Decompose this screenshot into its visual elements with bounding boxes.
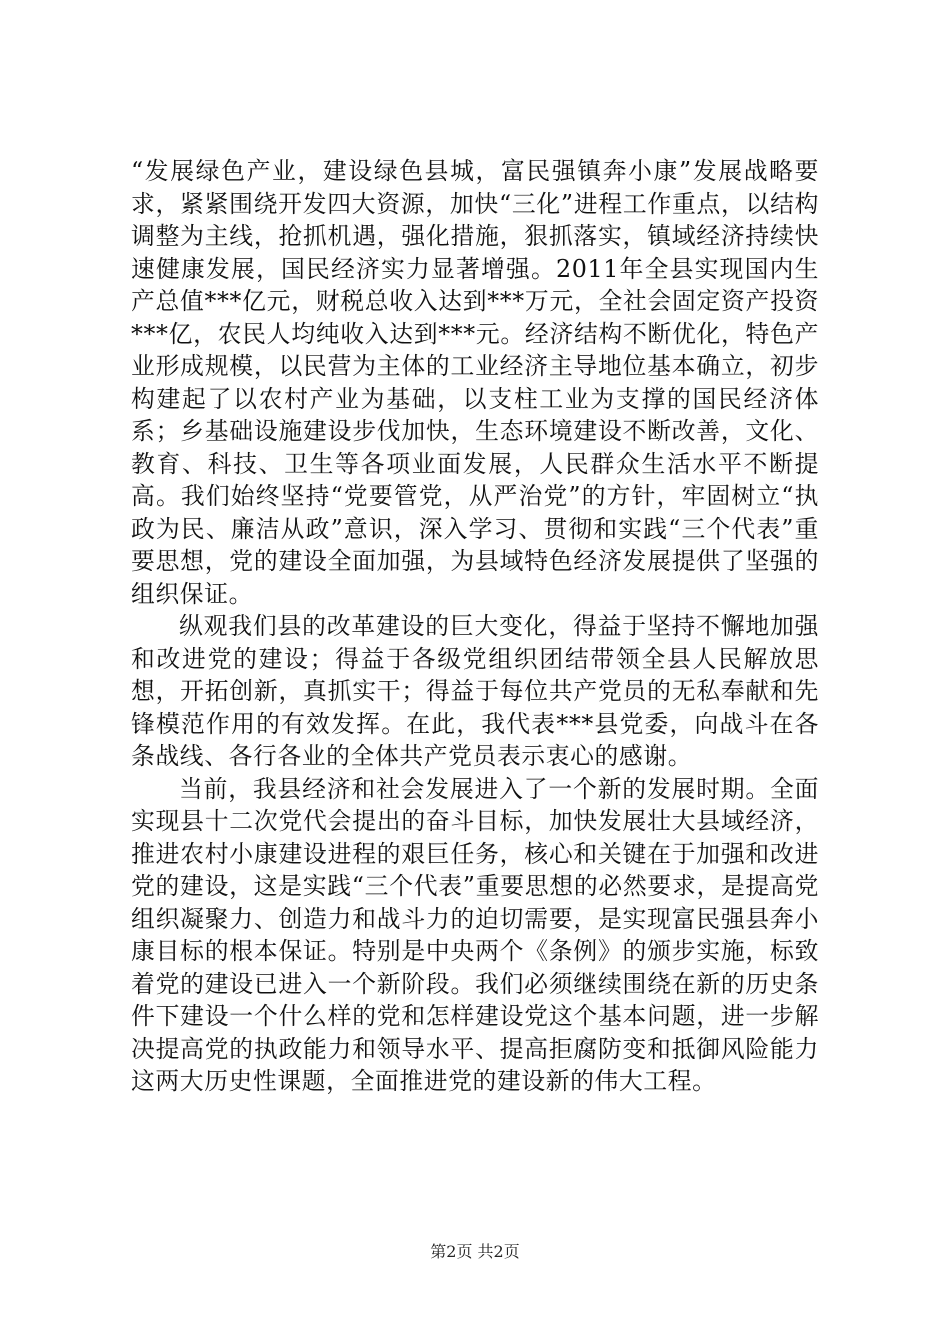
paragraph-1: “发展绿色产业，建设绿色县城，富民强镇奔小康”发展战略要求，紧紧围绕开发四大资源，加快“三化”进程工作重点，以结构调整为主线，抢抓机遇，强化措施，狠抓落实，镇域经济持续快速健康发展，国民经济实力显著增强。2011年全县实现国内生产总值***亿元，财税总收入达到***万元，全社会固定资产投资***亿，农民人均纯收入达到***元。经济结构不断优化，特色产业形成规模，以民营为主体的工业经济主导地位基本确立，初步构建起了以农村产业为基础，以支柱工业为支撑的国民经济体系；乡基础设施建设步伐加快，生态环境建设不断改善，文化、教育、科技、卫生等各项业面发展，人民群众生活水平不断提高。我们始终坚持“党要管党，从严治党”的方针，牢固树立“执政为民、廉洁从政”意识，深入学习、贯彻和实践“三个代表”重要思想，党的建设全面加强，为县域特色经济发展提供了坚强的组织保证。 (131, 157, 819, 608)
document-body (131, 155, 819, 1098)
paragraph-2: 纵观我们县的改革建设的巨大变化，得益于坚持不懈地加强和改进党的建设；得益于各级党组织团结带领全县人民解放思想，开拓创新，真抓实干；得益于每位共产党员的无私奉献和先锋模范作用的有效发挥。在此，我代表***县党委，向战斗在各条战线、各行各业的全体共产党员表示衷心的感谢。 (131, 612, 819, 770)
page-footer: 第2页 共2页 (430, 1242, 520, 1261)
paragraph-3: 当前，我县经济和社会发展进入了一个新的发展时期。全面实现县十二次党代会提出的奋斗目标，加快发展壮大县域经济，推进农村小康建设进程的艰巨任务，核心和关键在于加强和改进党的建设，这是实践“三个代表”重要思想的必然要求，是提高党组织凝聚力、创造力和战斗力的迫切需要，是实现富民强县奔小康目标的根本保证。特别是中央两个《条例》的颁步实施，标致着党的建设已进入一个新阶段。我们必须继续围绕在新的历史条件下建设一个什么样的党和怎样建设党这个基本问题，进一步解决提高党的执政能力和领导水平、提高拒腐防变和抵御风险能力这两大历史性课题，全面推进党的建设新的伟大工程。 (131, 774, 819, 1095)
